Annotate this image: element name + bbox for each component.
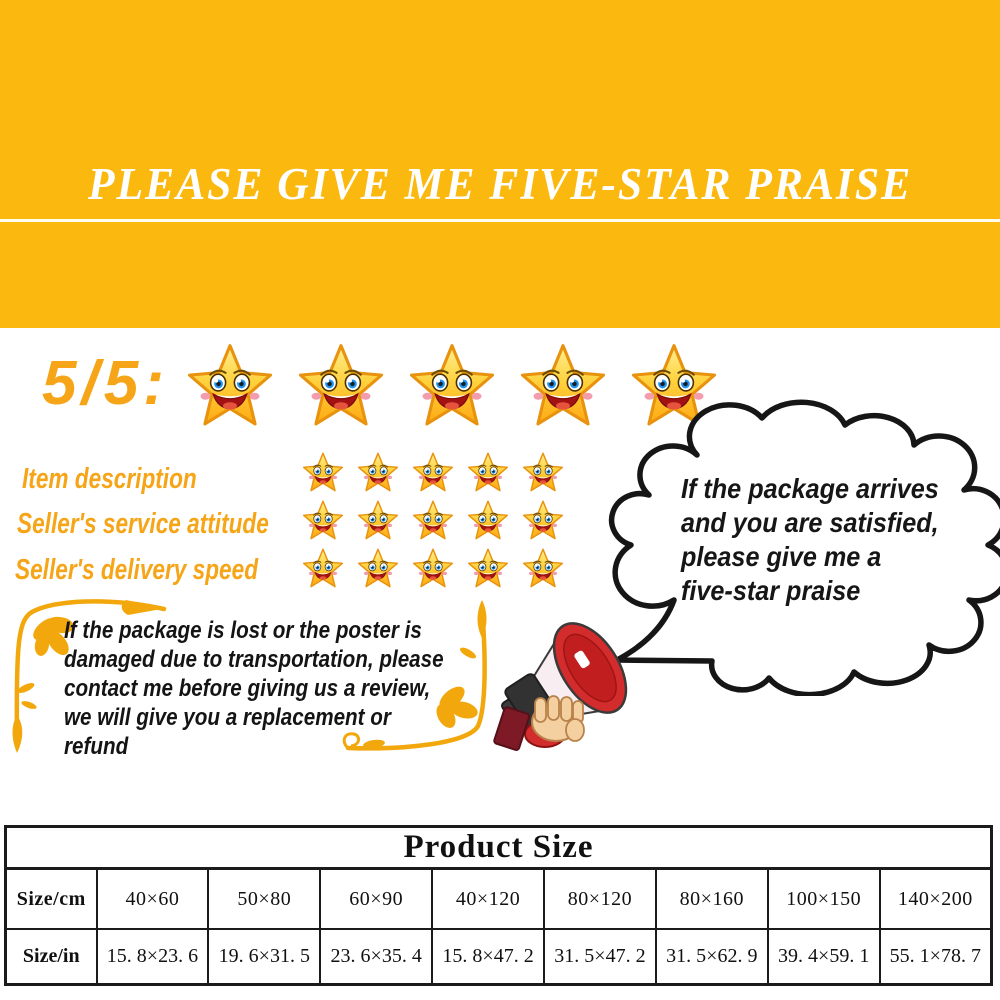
size-cell: 80×120 xyxy=(544,869,656,930)
smiley-star-icon xyxy=(412,499,454,543)
smiley-star-icon xyxy=(522,451,564,495)
smiley-star-icon xyxy=(357,547,399,591)
notice-line: refund xyxy=(64,733,129,760)
size-cell: 15. 8×23. 6 xyxy=(97,929,209,985)
rating-category-label: Seller's delivery speed xyxy=(15,554,259,586)
smiley-star-icon xyxy=(412,547,454,591)
smiley-star-icon xyxy=(302,547,344,591)
smiley-star-icon xyxy=(467,499,509,543)
notice-line: If the package is lost or the poster is xyxy=(64,617,422,644)
size-cell: 55. 1×78. 7 xyxy=(880,929,992,985)
size-cell: 40×120 xyxy=(432,869,544,930)
table-title: Product Size xyxy=(6,827,992,869)
size-cell: 60×90 xyxy=(320,869,432,930)
smiley-star-icon xyxy=(467,547,509,591)
size-cell: 19. 6×31. 5 xyxy=(208,929,320,985)
size-cell: 50×80 xyxy=(208,869,320,930)
smiley-star-icon xyxy=(302,499,344,543)
speech-line: If the package arrives xyxy=(681,473,939,504)
row-header-size-cm: Size/cm xyxy=(6,869,97,930)
table-row xyxy=(6,869,992,930)
smiley-star-icon xyxy=(297,340,385,434)
speech-line: and you are satisfied, xyxy=(681,507,939,538)
speech-line: five-star praise xyxy=(681,575,861,606)
rating-category-label: Seller's service attitude xyxy=(17,508,269,540)
smiley-star-icon xyxy=(302,451,344,495)
size-cell: 140×200 xyxy=(880,869,992,930)
banner xyxy=(0,0,1000,328)
size-cell: 39. 4×59. 1 xyxy=(768,929,880,985)
star-row xyxy=(302,499,564,543)
sleeve-cuff xyxy=(494,707,530,751)
hand xyxy=(532,696,584,741)
rating-category-label: Item description xyxy=(22,463,197,495)
smiley-star-icon xyxy=(408,340,496,434)
table-title-row xyxy=(6,827,992,869)
notice-line: damaged due to transportation, please xyxy=(64,646,444,673)
page-title: PLEASE GIVE ME FIVE-STAR PRAISE xyxy=(87,159,913,209)
size-cell: 31. 5×62. 9 xyxy=(656,929,768,985)
size-cell: 80×160 xyxy=(656,869,768,930)
notice-line: we will give you a replacement or xyxy=(64,704,391,731)
smiley-star-icon xyxy=(357,451,399,495)
megaphone-illustration xyxy=(483,606,673,764)
size-cell: 23. 6×35. 4 xyxy=(320,929,432,985)
category-star-grid xyxy=(302,451,564,591)
size-cell: 15. 8×47. 2 xyxy=(432,929,544,985)
smiley-star-icon xyxy=(522,547,564,591)
underline-divider xyxy=(0,219,1000,222)
smiley-star-icon xyxy=(467,451,509,495)
star-row xyxy=(302,547,564,591)
row-header-size-in: Size/in xyxy=(6,929,97,985)
speech-bubble-text xyxy=(681,472,939,608)
smiley-star-icon xyxy=(412,451,454,495)
speech-line: please give me a xyxy=(681,541,882,572)
product-size-table xyxy=(4,825,993,986)
star-row xyxy=(302,451,564,495)
smiley-star-icon xyxy=(522,499,564,543)
size-cell: 40×60 xyxy=(97,869,209,930)
shipping-notice xyxy=(64,616,444,761)
smiley-star-icon xyxy=(357,499,399,543)
rating-score: 5/5: xyxy=(42,349,169,418)
size-cell: 31. 5×47. 2 xyxy=(544,929,656,985)
smiley-star-icon xyxy=(186,340,274,434)
notice-line: contact me before giving us a review, xyxy=(64,675,431,702)
size-cell: 100×150 xyxy=(768,869,880,930)
table-row xyxy=(6,929,992,985)
